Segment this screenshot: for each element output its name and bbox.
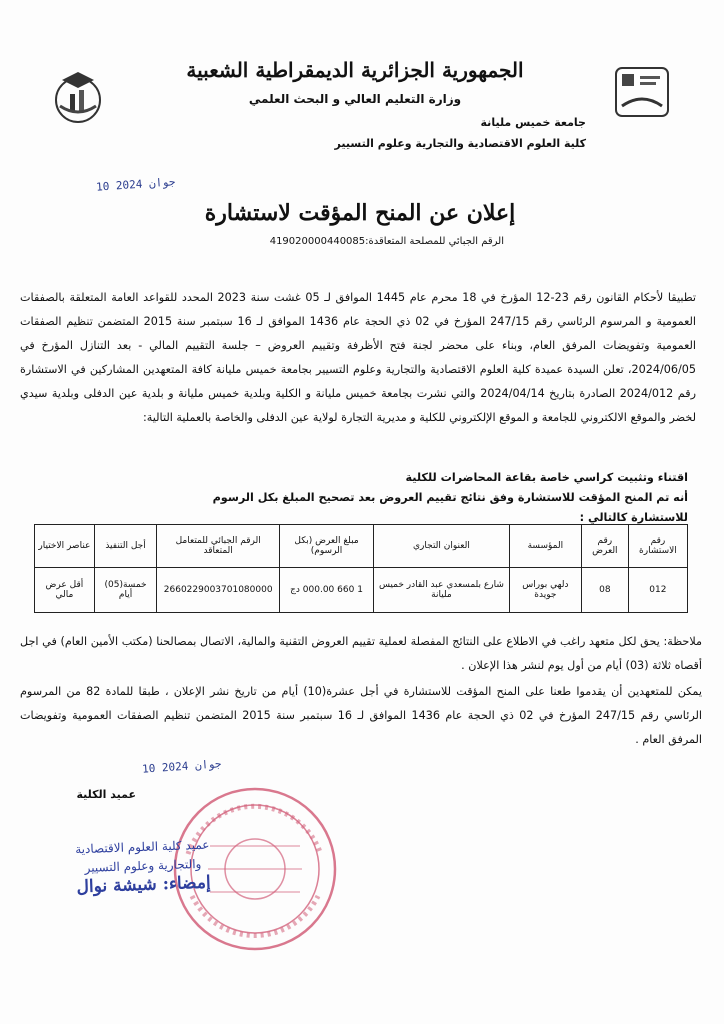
university-name: جامعة خميس مليانة <box>480 116 586 129</box>
cell-amount: 1 660 000.00 دج <box>280 568 374 613</box>
republic-heading: الجمهورية الجزائرية الديمقراطية الشعبية <box>186 58 524 82</box>
dean-label: عميد الكلية <box>76 788 136 801</box>
col-criteria: عناصر الاختيار <box>35 525 95 568</box>
col-tax-id: الرقم الجبائي للمتعامل المتعاقد <box>157 525 280 568</box>
col-address: العنوان التجاري <box>374 525 510 568</box>
item-a: اقتناء وتثبيت كراسي خاصة بقاعة المحاضرات للكلية <box>405 471 688 484</box>
cell-deadline: خمسة(05) أيام <box>94 568 156 613</box>
col-consultation-number: رقم الاستشارة <box>628 525 687 568</box>
cell-tax-id: 2660229003701080000 <box>157 568 280 613</box>
cell-address: شارع بلمسعدي عبد القادر خميس مليانة <box>374 568 510 613</box>
table-row <box>35 568 688 613</box>
signature-line1: عميد كلية العلوم الاقتصادية <box>74 837 210 857</box>
item-b: أنه تم المنح المؤقت للاستشارة وفق نتائج تقييم العروض بعد تصحيح المبلغ بكل الرسوم للاستشارة كالتالي : <box>212 491 688 524</box>
note-paragraph: ملاحظة: يحق لكل متعهد راغب في الاطلاع على النتائج المفصلة لعملية تقييم العروض التقنية والمالية، الاتصال بمصالحنا (مكتب الأمين العام) في اجل أقصاه ثلاثة (03) أيام من أول يوم لنشر هذا الإعلان . <box>20 635 702 672</box>
cell-company: دلهي بوراس جويدة <box>509 568 581 613</box>
col-amount: مبلغ العرض (بكل الرسوم) <box>280 525 374 568</box>
signature-name: إمضاء: شيشة نوال <box>76 872 212 898</box>
university-logo-left <box>48 66 108 126</box>
col-deadline: أجل التنفيذ <box>94 525 156 568</box>
university-logo-right <box>612 62 672 122</box>
cell-consultation-number: 012 <box>628 568 687 613</box>
ministry-heading: وزارة التعليم العالي و البحث العلمي <box>248 92 462 106</box>
announcement-title: إعلان عن المنح المؤقت لاستشارة <box>204 200 516 226</box>
tax-id: الرقم الجبائي للمصلحة المتعاقدة:419020000440085 <box>269 236 504 247</box>
cell-criteria: أقل عرض مالي <box>35 568 95 613</box>
date-stamp-top: 10 جوان 2024 <box>95 175 176 194</box>
faculty-name: كلية العلوم الاقتصادية والتجارية وعلوم التسيير <box>334 137 586 150</box>
signature-stamp <box>57 835 229 898</box>
signature-line2: والتجارية وعلوم التسيير <box>84 856 202 876</box>
appeal-paragraph: يمكن للمتعهدين أن يقدموا طعنا على المنح المؤقت للاستشارة في أجل عشرة(10) أيام من تاريخ نشر الإعلان ، طبقا للمادة 82 من المرسوم الرئاسي رقم 247/15 المؤرخ في 02 ذي الحجة عام 1436 الموافق لـ 16 سبتمبر سنة 2015 المتضمن تنظيم الصفقات العمومية وتفويضات المرفق العام . <box>20 685 703 746</box>
award-table <box>34 524 688 613</box>
cell-offer-number: 08 <box>581 568 628 613</box>
col-company: المؤسسة <box>509 525 581 568</box>
table-header-row <box>35 525 688 568</box>
col-offer-number: رقم العرض <box>581 525 628 568</box>
date-stamp-bottom: 10 جوان 2024 <box>141 757 222 776</box>
body-paragraph: تطبيقا لأحكام القانون رقم 23-12 المؤرخ في 18 محرم عام 1445 الموافق لـ 05 غشت سنة 2023 المحدد للقواعد العامة المتعلقة بالصفقات العمومية و المرسوم الرئاسي رقم 247/15 المؤرخ في 02 ذي الحجة عام 1436 الموافق لـ 16 سبتمبر سنة 2015 المتضمن تنظيم الصفقات العمومية وتفويضات المرفق العام، وبناء على محضر لجنة فتح الأظرفة وتقييم العروض – جلسة التقييم المالي - بعد التنازل المؤرخ في 2024/06/05، تعلن السيدة عميدة كلية العلوم الاقتصادية والتجارية وعلوم التسيير بجامعة خميس مليانة كافة المتعهدين المشاركين في الاستشارة رقم 2024/012 الصادرة بتاريخ 2024/04/14 والتي نشرت بجامعة خميس مليانة و الكلية وبلدية خميس مليانة و بلدية عين الدفلى وبلدية سيدي لخضر والموقع الالكتروني للجامعة و الموقع الإلكتروني للكلية و مديرية التجارة لولاية عين الدفلى والخاصة بالعملية التالية: <box>20 291 697 424</box>
